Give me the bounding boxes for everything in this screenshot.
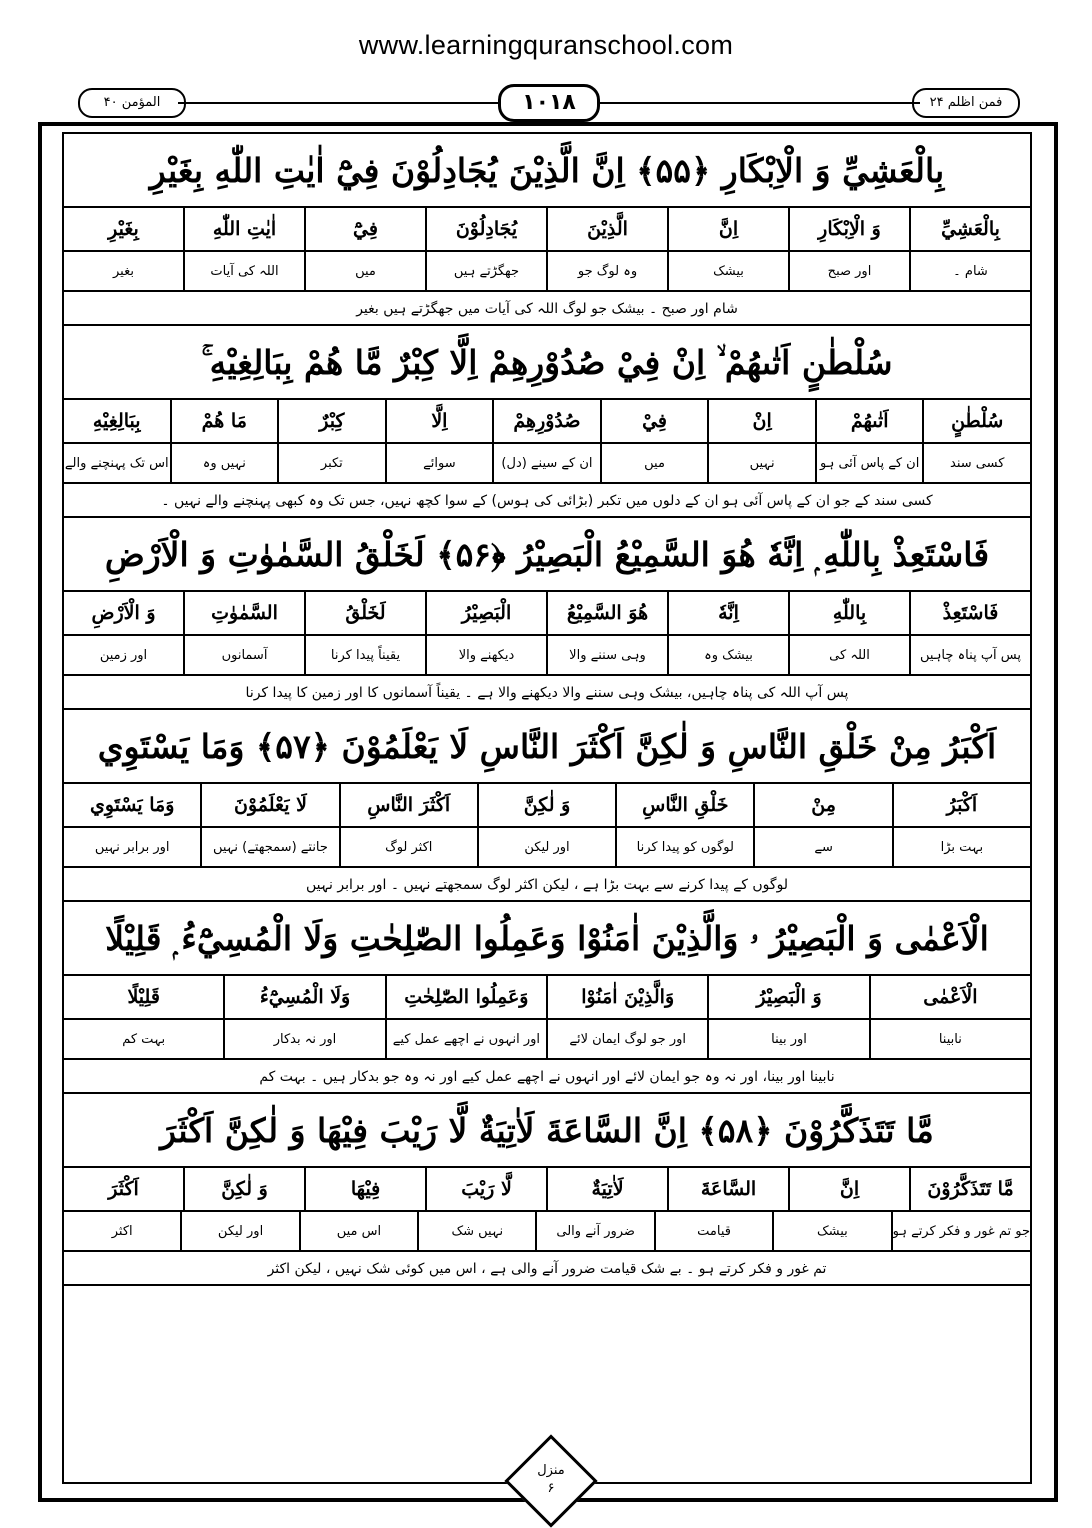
word-cell: سُلْطٰنٍ: [922, 400, 1030, 442]
meaning-cell: بغیر: [113, 263, 134, 279]
site-url: www.learningquranschool.com: [358, 30, 734, 60]
meaning-cell: نہیں شک: [417, 1212, 535, 1250]
word-cell: الَّذِيْنَ: [546, 208, 667, 250]
word-cell: مِنْ: [753, 784, 891, 826]
verse-section: [64, 518, 1030, 710]
surah-label: المؤمن ۴۰: [78, 88, 186, 118]
meaning-cell: تکبر: [277, 444, 385, 482]
word-cell: بِاللّٰهِ: [788, 592, 909, 634]
meaning-cell: اکثر لوگ: [339, 828, 477, 866]
word-cell: اٰيٰتِ اللّٰهِ: [183, 208, 304, 250]
page-number: ۱۰۱۸: [498, 84, 600, 122]
word-cell: بِبَالِغِيْهِ: [92, 410, 141, 432]
meaning-cell: سے: [753, 828, 891, 866]
meaning-cell: نہیں وہ: [170, 444, 278, 482]
meaning-cell: قیامت: [654, 1212, 772, 1250]
arabic-verse-line: الْاَعْمٰى وَ الْبَصِيْرُ ۥ وَالَّذِيْنَ اٰمَنُوْا وَعَمِلُوا الصّٰلِحٰتِ وَلَا الْمُسِيْٓءُ ۭ قَلِيْلًا: [64, 902, 1030, 976]
word-cell: اِنْ: [707, 400, 815, 442]
word-cell: لَّا رَيْبَ: [425, 1168, 546, 1210]
verse-section: [64, 710, 1030, 902]
word-cell: اَكْثَرَ: [108, 1178, 139, 1200]
word-cell: الْاَعْمٰى: [869, 976, 1030, 1018]
meaning-cell: یقیناً پیدا کرنا: [304, 636, 425, 674]
meaning-cell: اور بینا: [707, 1020, 868, 1058]
meaning-cell: بہت کم: [122, 1031, 166, 1047]
meaning-cell: بیشک: [772, 1212, 890, 1250]
manzil-number: ۶: [547, 1481, 555, 1496]
word-cell: مَّا تَتَذَكَّرُوْنَ: [909, 1168, 1030, 1210]
word-cell: لَا يَعْلَمُوْنَ: [200, 784, 338, 826]
meaning-row: [64, 444, 1030, 484]
word-cell: اَكْثَرَ النَّاسِ: [339, 784, 477, 826]
meaning-cell: میں: [304, 252, 425, 290]
urdu-translation-line: نابینا اور بینا، اور نہ وہ جو ایمان لائے اور انہوں نے اچھے عمل کیے اور نہ وہ جو بدکار ہیں ۔ بہت کم: [64, 1060, 1030, 1094]
meaning-cell: دیکھنے والا: [425, 636, 546, 674]
word-cell: صُدُوْرِهِمْ: [492, 400, 600, 442]
word-row: [64, 976, 1030, 1020]
word-cell: بِالْعَشِيِّ: [909, 208, 1030, 250]
word-cell: خَلْقِ النَّاسِ: [615, 784, 753, 826]
word-cell: اِنَّ: [788, 1168, 909, 1210]
meaning-cell: کسی سند: [922, 444, 1030, 482]
para-label: فمن اظلم ۲۴: [912, 88, 1020, 118]
meaning-row: [64, 828, 1030, 868]
arabic-verse-line: اَكْبَرُ مِنْ خَلْقِ النَّاسِ وَ لٰكِنَّ اَكْثَرَ النَّاسِ لَا يَعْلَمُوْنَ ﴿۵۷﴾ وَمَا يَسْتَوِي: [64, 710, 1030, 784]
verse-section: [64, 902, 1030, 1094]
word-cell: لَخَلْقُ: [304, 592, 425, 634]
word-cell: كِبْرٌ: [277, 400, 385, 442]
meaning-cell: بہت بڑا: [892, 828, 1030, 866]
meaning-cell: ان کے پاس آئی ہو: [815, 444, 923, 482]
meaning-cell: اور برابر نہیں: [94, 839, 170, 855]
word-cell: وَلَا الْمُسِيْٓءُ: [223, 976, 384, 1018]
meaning-cell: جھگڑتے ہیں: [425, 252, 546, 290]
page-header: [70, 88, 1028, 118]
word-cell: وَالَّذِيْنَ اٰمَنُوْا: [546, 976, 707, 1018]
meaning-cell: اور جو لوگ ایمان لائے: [546, 1020, 707, 1058]
word-cell: وَ الْاِبْكَارِ: [788, 208, 909, 250]
meaning-cell: نہیں: [707, 444, 815, 482]
word-cell: وَ الْاَرْضِ: [91, 602, 156, 624]
verse-section: [64, 326, 1030, 518]
word-cell: فِيْٓ: [304, 208, 425, 250]
meaning-cell: اللہ کی آیات: [183, 252, 304, 290]
arabic-verse-line: مَّا تَتَذَكَّرُوْنَ ﴿۵۸﴾ اِنَّ السَّاعَةَ لَاٰتِيَةٌ لَّا رَيْبَ فِيْهَا وَ لٰكِنَّ اَكْثَرَ: [64, 1094, 1030, 1168]
word-cell: وَ لٰكِنَّ: [183, 1168, 304, 1210]
word-cell: الْبَصِيْرُ: [425, 592, 546, 634]
meaning-cell: اور نہ بدکار: [223, 1020, 384, 1058]
word-cell: قَلِيْلًا: [127, 986, 160, 1008]
meaning-cell: اللہ کی: [788, 636, 909, 674]
word-cell: وَعَمِلُوا الصّٰلِحٰتِ: [385, 976, 546, 1018]
arabic-verse-line: فَاسْتَعِذْ بِاللّٰهِ ۭ اِنَّهٗ هُوَ السَّمِيْعُ الْبَصِيْرُ ﴿۵۶﴾ لَخَلْقُ السَّمٰوٰتِ وَ الْاَرْضِ: [64, 518, 1030, 592]
meaning-cell: ضرور آنے والی: [535, 1212, 653, 1250]
meaning-cell: پس آپ پناہ چاہیں: [909, 636, 1030, 674]
word-row: [64, 592, 1030, 636]
meaning-cell: شام ۔: [909, 252, 1030, 290]
meaning-cell: ان کے سینے (دل): [492, 444, 600, 482]
word-cell: اَكْبَرُ: [892, 784, 1030, 826]
urdu-translation-line: تم غور و فکر کرتے ہو ۔ بے شک قیامت ضرور آنے والی ہے ، اس میں کوئی شک نہیں ، لیکن اکثر: [64, 1252, 1030, 1286]
manzil-label: منزل: [537, 1463, 565, 1478]
urdu-translation-line: پس آپ اللہ کی پناہ چاہیں، بیشک وہی سننے والا دیکھنے والا ہے ۔ یقیناً آسمانوں کا اور زمین کا پیدا کرنا: [64, 676, 1030, 710]
urdu-translation-line: کسی سند کے جو ان کے پاس آئی ہو ان کے دلوں میں تکبر (بڑائی کی ہوس) کے سوا کچھ نہیں، جس تک وہ کبھی پہنچنے والے نہیں ۔: [64, 484, 1030, 518]
word-cell: مَا هُمْ: [170, 400, 278, 442]
word-cell: لَاٰتِيَةٌ: [546, 1168, 667, 1210]
manzil-text: [510, 1462, 592, 1498]
word-cell: هُوَ السَّمِيْعُ: [546, 592, 667, 634]
meaning-cell: لوگوں کو پیدا کرنا: [615, 828, 753, 866]
word-cell: السَّاعَةَ: [667, 1168, 788, 1210]
arabic-verse-line: بِالْعَشِيِّ وَ الْاِبْكَارِ ﴿۵۵﴾ اِنَّ الَّذِيْنَ يُجَادِلُوْنَ فِيْٓ اٰيٰتِ اللّٰهِ بِغَيْرِ: [64, 134, 1030, 208]
meaning-cell: بیشک: [667, 252, 788, 290]
verse-section: [64, 134, 1030, 326]
meaning-cell: بیشک وہ: [667, 636, 788, 674]
urdu-translation-line: شام اور صبح ۔ بیشک جو لوگ اللہ کی آیات میں جھگڑتے ہیں بغیر: [64, 292, 1030, 326]
meaning-cell: اور انہوں نے اچھے عمل کیے: [385, 1020, 546, 1058]
meaning-row: [64, 1212, 1030, 1252]
meaning-cell: نابینا: [869, 1020, 1030, 1058]
verse-section: [64, 1094, 1030, 1286]
word-row: [64, 400, 1030, 444]
meaning-cell: اکثر: [111, 1223, 133, 1239]
word-cell: اِنَّهٗ: [667, 592, 788, 634]
word-cell: فِيْهَا: [304, 1168, 425, 1210]
meaning-cell: وہ لوگ جو: [546, 252, 667, 290]
meaning-cell: آسمانوں: [183, 636, 304, 674]
word-row: [64, 1168, 1030, 1212]
word-cell: فِيْ: [600, 400, 708, 442]
word-cell: فَاسْتَعِذْ: [909, 592, 1030, 634]
meaning-cell: اور لیکن: [477, 828, 615, 866]
page-content: [64, 134, 1030, 1286]
meaning-cell: سوائے: [385, 444, 493, 482]
meaning-cell: اور لیکن: [180, 1212, 298, 1250]
word-row: [64, 784, 1030, 828]
meaning-cell: میں: [600, 444, 708, 482]
word-cell: وَ لٰكِنَّ: [477, 784, 615, 826]
urdu-translation-line: لوگوں کے پیدا کرنے سے بہت بڑا ہے ، لیکن اکثر لوگ سمجھتے نہیں ۔ اور برابر نہیں: [64, 868, 1030, 902]
word-cell: وَ الْبَصِيْرُ: [707, 976, 868, 1018]
meaning-row: [64, 252, 1030, 292]
word-cell: بِغَيْرِ: [108, 218, 139, 240]
word-row: [64, 208, 1030, 252]
meaning-cell: جانتے (سمجھتے) نہیں: [200, 828, 338, 866]
word-cell: اِلَّا: [385, 400, 493, 442]
meaning-cell: جو تم غور و فکر کرتے ہو: [891, 1212, 1030, 1250]
meaning-cell: اس میں: [299, 1212, 417, 1250]
meaning-cell: اور صبح: [788, 252, 909, 290]
word-cell: السَّمٰوٰتِ: [183, 592, 304, 634]
meaning-cell: اور زمین: [99, 647, 148, 663]
word-cell: اَتٰىهُمْ: [815, 400, 923, 442]
meaning-cell: اس تک پہنچنے والے: [64, 455, 169, 471]
meaning-cell: وہی سننے والا: [546, 636, 667, 674]
word-cell: اِنَّ: [667, 208, 788, 250]
word-cell: يُجَادِلُوْنَ: [425, 208, 546, 250]
arabic-verse-line: سُلْطٰنٍ اَتٰىهُمْ ۙ اِنْ فِيْ صُدُوْرِهِمْ اِلَّا كِبْرٌ مَّا هُمْ بِبَالِغِيْهِ ۚ: [64, 326, 1030, 400]
word-cell: وَمَا يَسْتَوِي: [89, 794, 175, 816]
meaning-row: [64, 636, 1030, 676]
meaning-row: [64, 1020, 1030, 1060]
